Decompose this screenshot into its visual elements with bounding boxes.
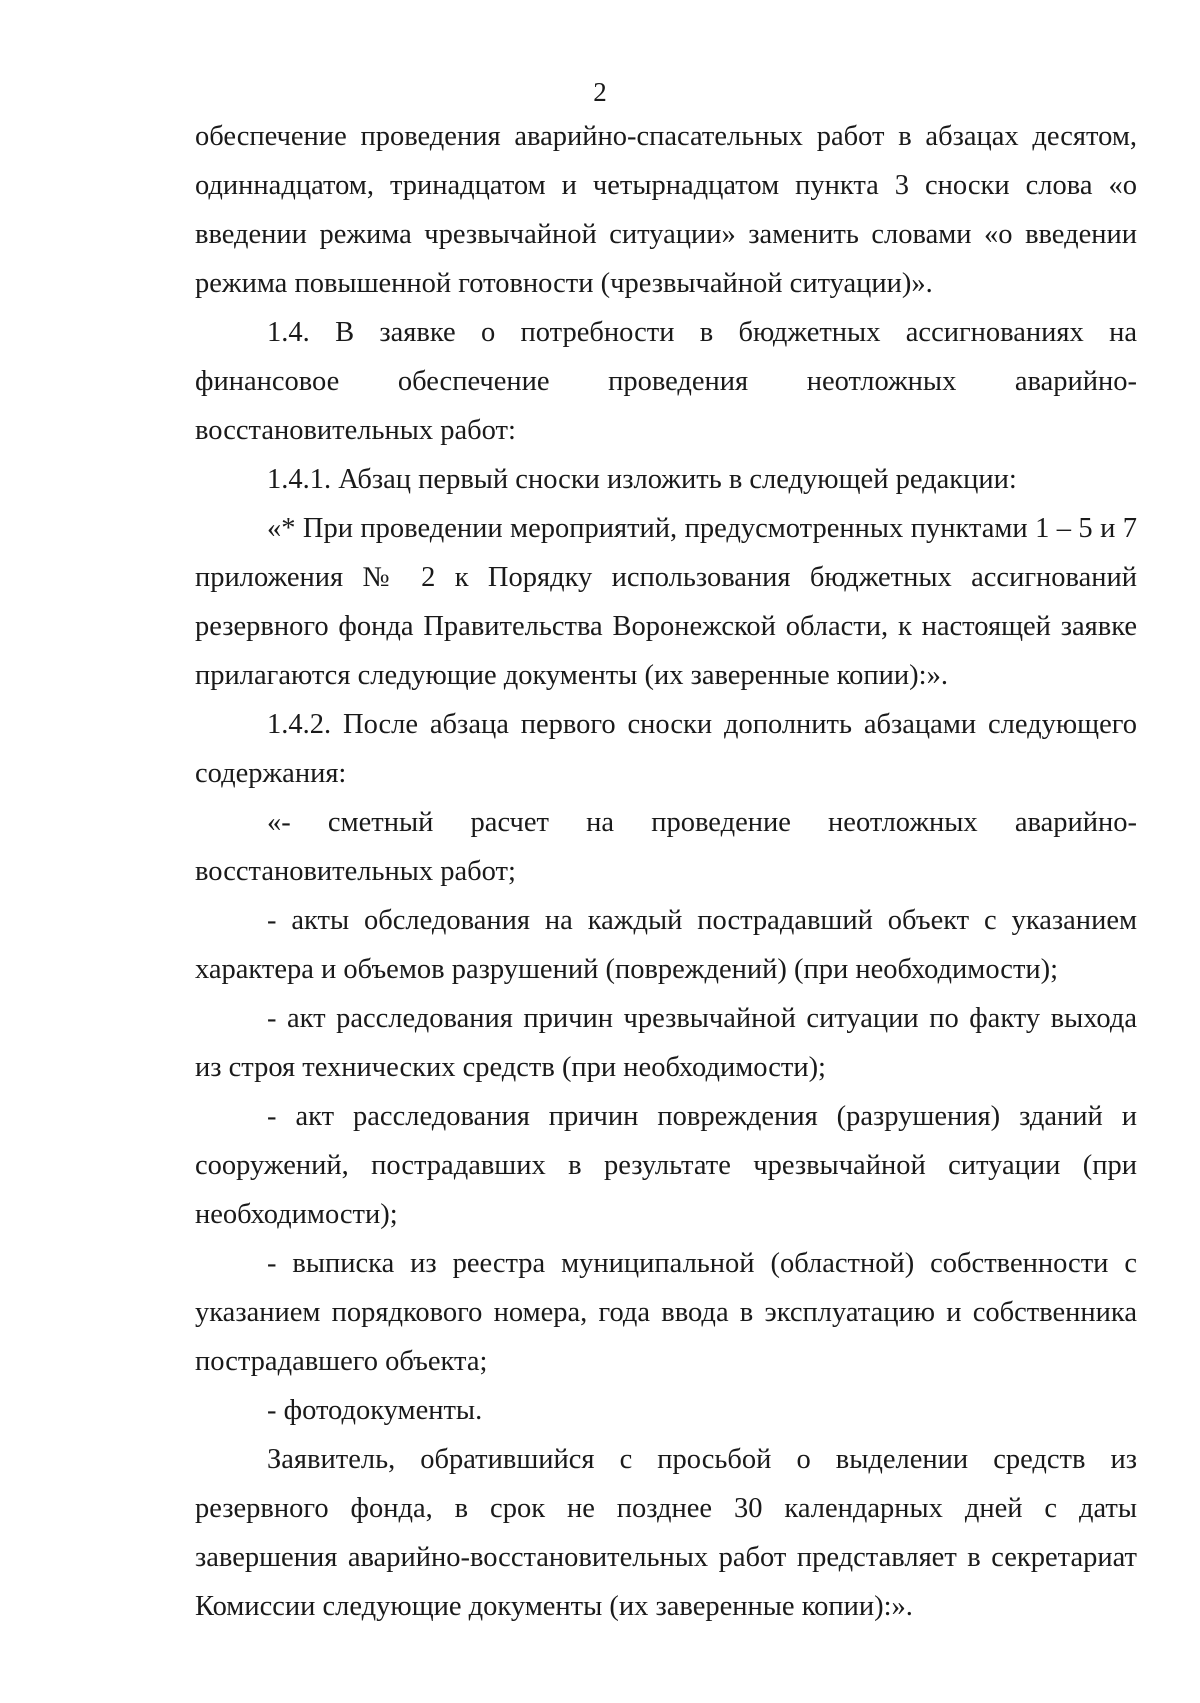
paragraph-footnote-quote: «* При проведении мероприятий, предусмотренных пунктами 1 – 5 и 7 приложения № 2 к Порядку использования бюджетных ассигнований резервного фонда Правительства Воронежской области, к настоящей заявке прилагаются следующие документы (их заверенные копии):». [195,513,1137,691]
list-item-investigation-buildings: - акт расследования причин повреждения (разрушения) зданий и сооружений, пострадавших в результате чрезвычайной ситуации (при необходимости); [195,1101,1137,1230]
list-item-photo-documents: - фотодокументы. [267,1395,483,1426]
paragraph-1-4-1: 1.4.1. Абзац первый сноски изложить в следующей редакции: [267,464,1017,495]
paragraph-1-4: 1.4. В заявке о потребности в бюджетных ассигнованиях на финансовое обеспечение проведения неотложных аварийно-восстановительных работ: [195,317,1137,446]
page-number: 2 [593,77,607,107]
paragraph-amendment-continuation: обеспечение проведения аварийно-спасательных работ в абзацах десятом, одиннадцатом, тринадцатом и четырнадцатом пункта 3 сноски слова «о введении режима чрезвычайной ситуации» заменить словами «о введении режима повышенной готовности (чрезвычайной ситуации)». [195,121,1137,299]
paragraph-1-4-2: 1.4.2. После абзаца первого сноски дополнить абзацами следующего содержания: [195,709,1137,789]
document-body [195,112,1137,1631]
paragraph-applicant: Заявитель, обратившийся с просьбой о выделении средств из резервного фонда, в срок не позднее 30 календарных дней с даты завершения аварийно-восстановительных работ представляет в секретариат Комиссии следующие документы (их заверенные копии):». [195,1444,1137,1622]
list-item-inspection-acts: - акты обследования на каждый пострадавший объект с указанием характера и объемов разрушений (повреждений) (при необходимости); [195,905,1137,985]
list-item-investigation-technical: - акт расследования причин чрезвычайной ситуации по факту выхода из строя технических средств (при необходимости); [195,1003,1137,1083]
list-item-registry-extract: - выписка из реестра муниципальной (областной) собственности с указанием порядкового номера, года ввода в эксплуатацию и собственника пострадавшего объекта; [195,1248,1137,1377]
list-item-estimate: «- сметный расчет на проведение неотложных аварийно-восстановительных работ; [195,807,1137,887]
